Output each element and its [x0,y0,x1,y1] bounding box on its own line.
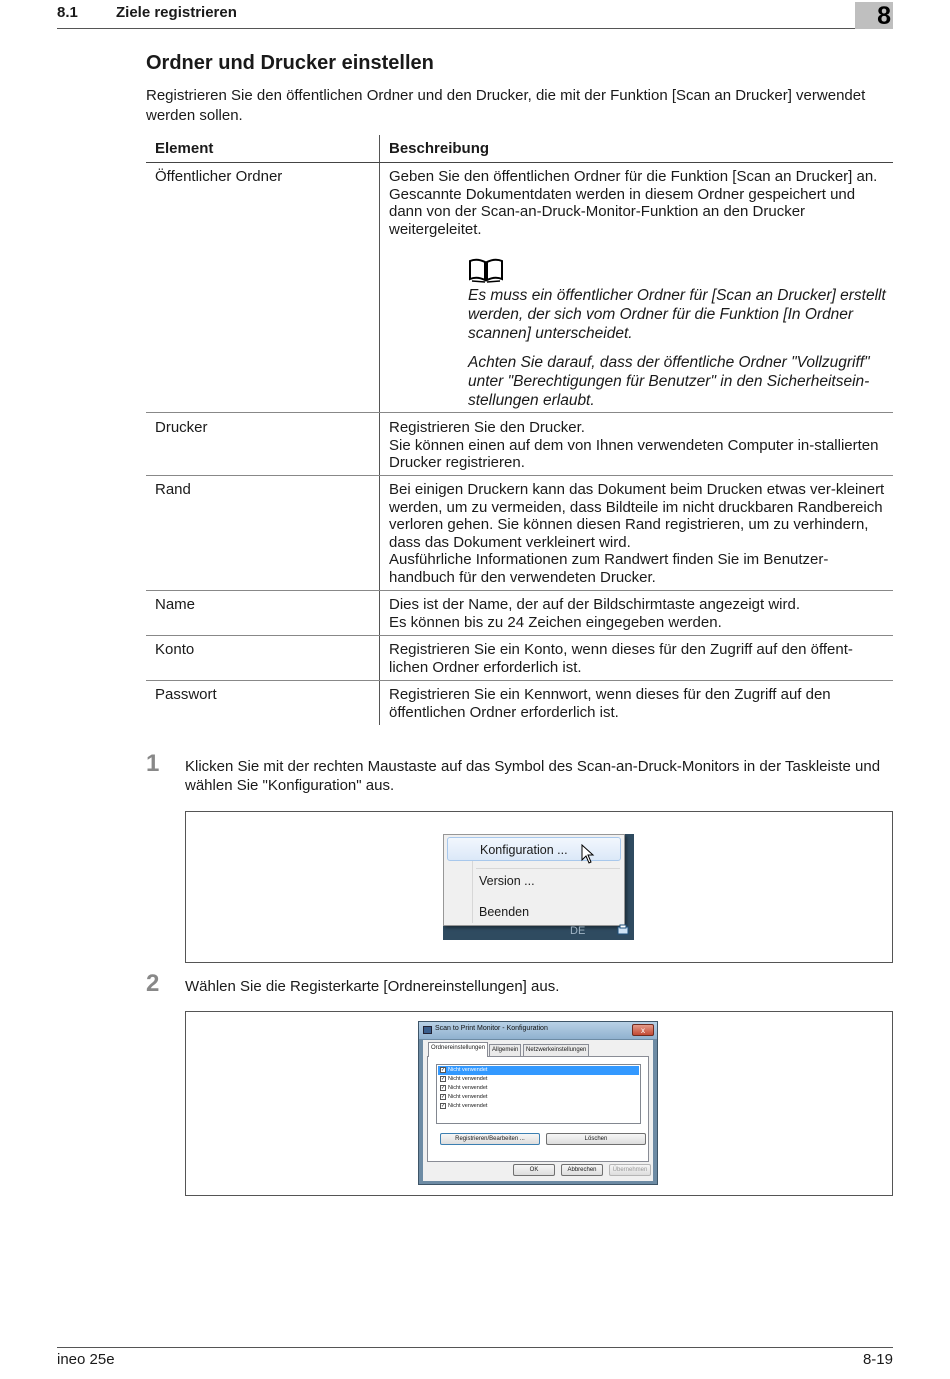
mouse-cursor-icon [581,844,595,865]
column-header-description: Beschreibung [389,140,490,157]
row-element-name: Name [155,596,196,613]
menu-item-label: Konfiguration ... [480,843,568,857]
step-text-1: Klicken Sie mit der rechten Maustaste auf das Symbol des Scan-an-Druck-Monitors in der Taskleiste und wählen Sie "Konfiguration" aus. [185,758,881,794]
list-item[interactable]: ✓ Nicht verwendet [441,1102,488,1109]
row-description-name [389,596,889,631]
section-number: 8.1 [57,4,78,21]
row-rule [146,635,893,636]
row-element-margin: Rand [155,481,191,498]
chapter-number: 8 [877,2,891,30]
register-edit-button[interactable]: Registrieren/Bearbeiten ... [440,1133,540,1145]
chapter-tab [855,2,893,29]
page-title: Ordner und Drucker einstellen [146,52,434,74]
column-divider [379,135,380,725]
row-rule [146,475,893,476]
list-item[interactable]: ✓ Nicht verwendet [441,1084,488,1091]
tray-monitor-icon[interactable] [617,924,629,936]
tab-panel [427,1056,649,1162]
cancel-button[interactable]: Abbrechen [561,1164,603,1176]
row-rule [146,680,893,681]
note-public-folder-1: Es muss ein öffentlicher Ordner für [Scan an Drucker] erstellt werden, der sich vom Ordner für die Funktion [In Ordner scannen] unterscheidet. [468,287,886,342]
row-description-printer [389,419,889,472]
ok-button[interactable]: OK [513,1164,555,1176]
dialog-title: Scan to Print Monitor - Konfiguration [435,1025,548,1032]
step-number-2: 2 [146,970,160,997]
checkbox[interactable]: ✓ [441,1084,446,1091]
description-line: Registrieren Sie ein Konto, wenn dieses für den Zugriff auf den öffent-lichen Ordner erforderlich ist. [389,641,853,676]
header-rule [57,28,893,29]
menu-item-label: Version ... [479,874,535,888]
close-icon[interactable]: x [632,1024,654,1036]
tab-general[interactable]: Allgemein [489,1044,521,1056]
list-item[interactable]: ✓ Nicht verwendet [438,1066,639,1075]
description-line: Registrieren Sie den Drucker. [389,419,585,436]
description-line: Es können bis zu 24 Zeichen eingegeben werden. [389,613,722,631]
intro-paragraph: Registrieren Sie den öffentlichen Ordner und den Drucker, die mit der Funktion [Scan an Drucker] verwendet werden sollen. [146,87,866,124]
row-element-password: Passwort [155,686,217,703]
footer-page-number: 8-19 [862,1351,893,1368]
step-number-1: 1 [146,750,160,777]
list-item[interactable]: ✓ Nicht verwendet [441,1075,488,1082]
menu-item-version[interactable] [447,869,621,893]
page-header [57,0,893,30]
checkbox[interactable]: ✓ [441,1093,446,1100]
description-line: Sie können einen auf dem von Ihnen verwendeten Computer in-stallierten Drucker registrieren. [389,436,879,471]
table-header-rule [146,162,893,163]
list-item[interactable]: ✓ Nicht verwendet [441,1093,488,1100]
row-description-public-folder: Geben Sie den öffentlichen Ordner für die Funktion [Scan an Drucker] an. Gescannte Dokumentdaten werden in diesem Ordner gespeichert und dann von der Scan-an-Druck-Monitor-Funktion an den Drucker weitergeleitet. [389,168,878,238]
menu-item-exit[interactable] [447,900,621,924]
checkbox[interactable]: ✓ [441,1075,446,1082]
step-text-2: Wählen Sie die Registerkarte [Ordnereinstellungen] aus. [185,978,560,995]
app-icon [423,1026,432,1034]
row-element-public-folder: Öffentlicher Ordner [155,168,283,185]
book-icon [468,257,504,283]
checkbox[interactable]: ✓ [441,1102,446,1109]
footer-product-name: ineo 25e [57,1351,115,1368]
context-menu [443,834,625,926]
tab-network-settings[interactable]: Netzwerkeinstellungen [523,1044,589,1056]
note-public-folder-2: Achten Sie darauf, dass der öffentliche Ordner "Vollzugriff" unter "Berechtigungen für Benutzer" in den Sicherheitsein-stellungen erlaubt. [468,354,870,409]
column-header-element: Element [155,140,214,157]
taskbar-language-indicator: DE [570,925,586,937]
folder-list[interactable] [436,1064,641,1124]
configuration-dialog [418,1021,658,1185]
row-description-margin [389,481,889,586]
tab-folder-settings[interactable]: Ordnereinstellungen [428,1042,488,1057]
apply-button[interactable]: Übernehmen [609,1164,651,1176]
row-description-password [389,686,889,721]
context-menu-screenshot [443,834,634,940]
dialog-titlebar [419,1022,657,1039]
checkbox[interactable]: ✓ [441,1066,446,1073]
row-rule [146,590,893,591]
row-description-account [389,641,889,676]
description-line: Dies ist der Name, der auf der Bildschirmtaste angezeigt wird. [389,596,801,613]
delete-button[interactable]: Löschen [546,1133,646,1145]
description-line: Registrieren Sie ein Kennwort, wenn dieses für den Zugriff auf den öffentlichen Ordner erforderlich ist. [389,686,831,721]
row-element-account: Konto [155,641,195,658]
row-rule [146,412,893,413]
menu-item-label: Beenden [479,905,530,919]
section-header-title: Ziele registrieren [116,4,237,21]
description-line: Bei einigen Druckern kann das Dokument beim Drucken etwas ver-kleinert werden, um zu vermeiden, dass Bildteile im nicht druckbaren Randbereich verloren gehen. Sie können diesen Rand registrieren, um zu verhindern, dass das Dokument verkleinert wird. [389,481,885,551]
row-element-printer: Drucker [155,419,208,436]
description-line: Ausführliche Informationen zum Randwert finden Sie im Benutzer-handbuch für den verwendeten Drucker. [389,551,829,586]
footer-rule [57,1347,893,1348]
dialog-body [423,1040,653,1181]
